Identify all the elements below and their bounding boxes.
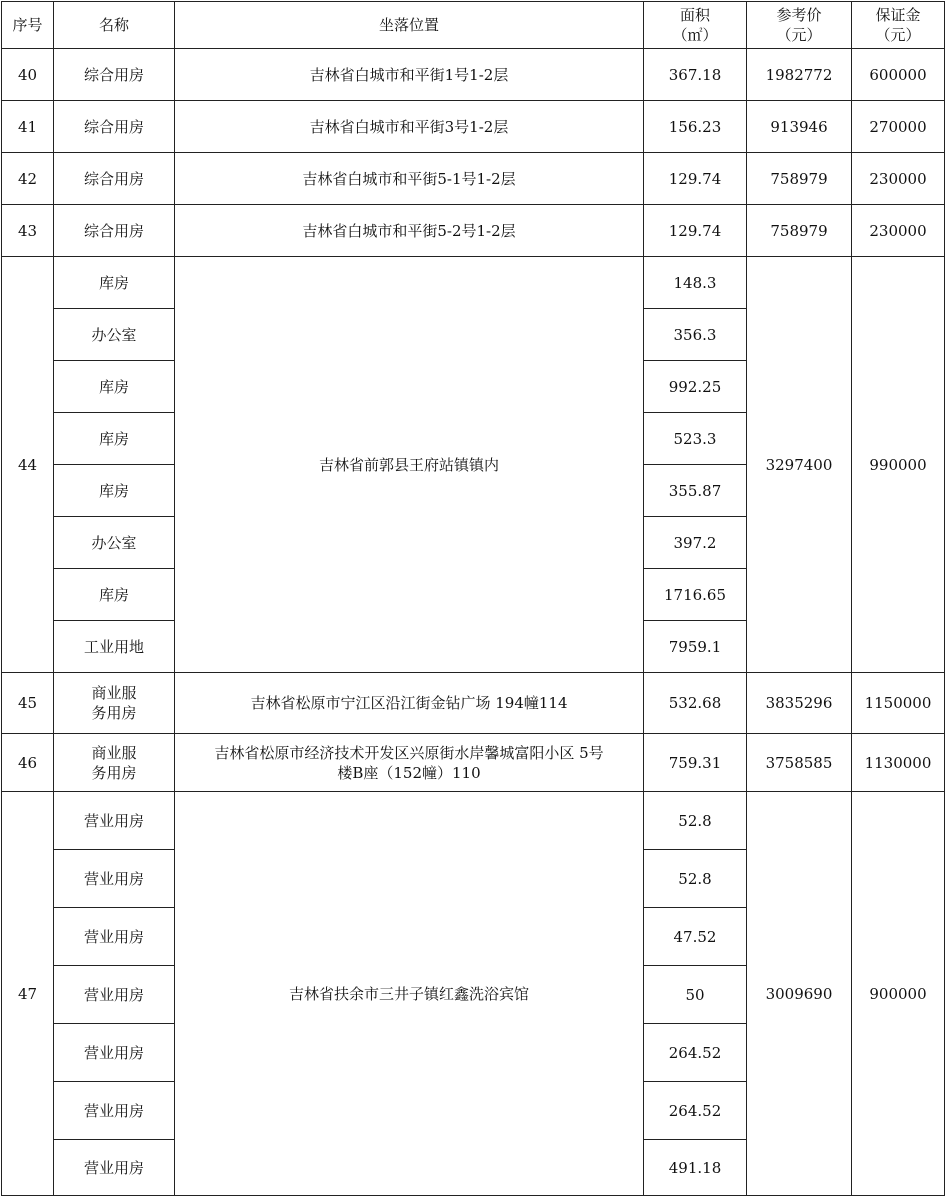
row-area: 52.8 [644,792,747,850]
table-row [2,792,945,850]
row-location [175,734,644,792]
row-index: 44 [2,257,54,673]
row-location: 吉林省松原市宁江区沿江街金钻广场 194幢114 [175,673,644,734]
table-row [2,673,945,734]
row-name: 综合用房 [54,101,175,153]
header-area [644,2,747,49]
row-area: 156.23 [644,101,747,153]
row-name: 营业用房 [54,792,175,850]
row-price: 913946 [747,101,852,153]
row-area: 129.74 [644,205,747,257]
row-name-line: 务用房 [91,763,137,782]
row-name: 营业用房 [54,850,175,908]
row-name: 综合用房 [54,49,175,101]
row-area: 7959.1 [644,621,747,673]
row-name: 营业用房 [54,1024,175,1082]
row-location: 吉林省白城市和平街5-1号1-2层 [175,153,644,205]
row-area: 397.2 [644,517,747,569]
row-area: 1716.65 [644,569,747,621]
row-index: 46 [2,734,54,792]
row-index: 45 [2,673,54,734]
header-location: 坐落位置 [175,2,644,49]
header-deposit-unit: （元） [875,26,921,44]
row-area: 367.18 [644,49,747,101]
row-name: 营业用房 [54,908,175,966]
row-area: 992.25 [644,361,747,413]
row-price: 3009690 [747,792,852,1196]
header-name: 名称 [54,2,175,49]
row-location: 吉林省白城市和平街5-2号1-2层 [175,205,644,257]
table-row [2,49,945,101]
row-index: 40 [2,49,54,101]
row-location: 吉林省白城市和平街1号1-2层 [175,49,644,101]
row-index: 42 [2,153,54,205]
row-deposit: 270000 [852,101,945,153]
table-row [2,153,945,205]
header-deposit [852,2,945,49]
row-name: 库房 [54,361,175,413]
row-area: 356.3 [644,309,747,361]
row-area: 47.52 [644,908,747,966]
row-area: 523.3 [644,413,747,465]
row-deposit: 1150000 [852,673,945,734]
header-area-label: 面积 [679,6,710,24]
row-price: 3835296 [747,673,852,734]
asset-listing-table [1,1,945,1196]
row-location: 吉林省扶余市三井子镇红鑫洗浴宾馆 [175,792,644,1196]
table-row [2,734,945,792]
header-price-label: 参考价 [776,6,822,24]
row-name: 办公室 [54,517,175,569]
row-index: 43 [2,205,54,257]
row-deposit: 990000 [852,257,945,673]
row-name-line: 商业服 [91,743,137,762]
row-area: 52.8 [644,850,747,908]
row-name: 工业用地 [54,621,175,673]
row-price: 758979 [747,205,852,257]
row-name [54,734,175,792]
row-name: 综合用房 [54,205,175,257]
row-area: 532.68 [644,673,747,734]
row-price: 1982772 [747,49,852,101]
table-row [2,257,945,309]
row-area: 264.52 [644,1024,747,1082]
row-name-line: 商业服 [91,684,137,702]
row-area: 491.18 [644,1140,747,1196]
row-location: 吉林省前郭县王府站镇镇内 [175,257,644,673]
row-name: 营业用房 [54,1082,175,1140]
row-deposit: 600000 [852,49,945,101]
row-location-line: 楼B座（152幢）110 [337,763,481,782]
header-area-unit: （㎡） [672,26,718,44]
header-price [747,2,852,49]
row-deposit: 1130000 [852,734,945,792]
row-deposit: 230000 [852,153,945,205]
row-location: 吉林省白城市和平街3号1-2层 [175,101,644,153]
row-area: 129.74 [644,153,747,205]
row-location-line: 吉林省松原市经济技术开发区兴原街水岸馨城富阳小区 5号 [214,743,604,762]
row-deposit: 230000 [852,205,945,257]
row-area: 148.3 [644,257,747,309]
row-price: 3297400 [747,257,852,673]
row-area: 355.87 [644,465,747,517]
row-index: 47 [2,792,54,1196]
row-name: 库房 [54,257,175,309]
header-index: 序号 [2,2,54,49]
row-index: 41 [2,101,54,153]
row-name: 库房 [54,465,175,517]
row-deposit: 900000 [852,792,945,1196]
table-row [2,205,945,257]
row-name: 库房 [54,569,175,621]
header-row [2,2,945,49]
row-name: 库房 [54,413,175,465]
row-area: 759.31 [644,734,747,792]
header-price-unit: （元） [776,26,822,44]
row-name: 营业用房 [54,1140,175,1196]
row-price: 3758585 [747,734,852,792]
row-name-line: 务用房 [91,704,137,722]
row-area: 264.52 [644,1082,747,1140]
header-deposit-label: 保证金 [875,6,921,24]
row-name: 综合用房 [54,153,175,205]
row-name: 办公室 [54,309,175,361]
row-name: 营业用房 [54,966,175,1024]
row-name [54,673,175,734]
table-row [2,101,945,153]
row-price: 758979 [747,153,852,205]
row-area: 50 [644,966,747,1024]
